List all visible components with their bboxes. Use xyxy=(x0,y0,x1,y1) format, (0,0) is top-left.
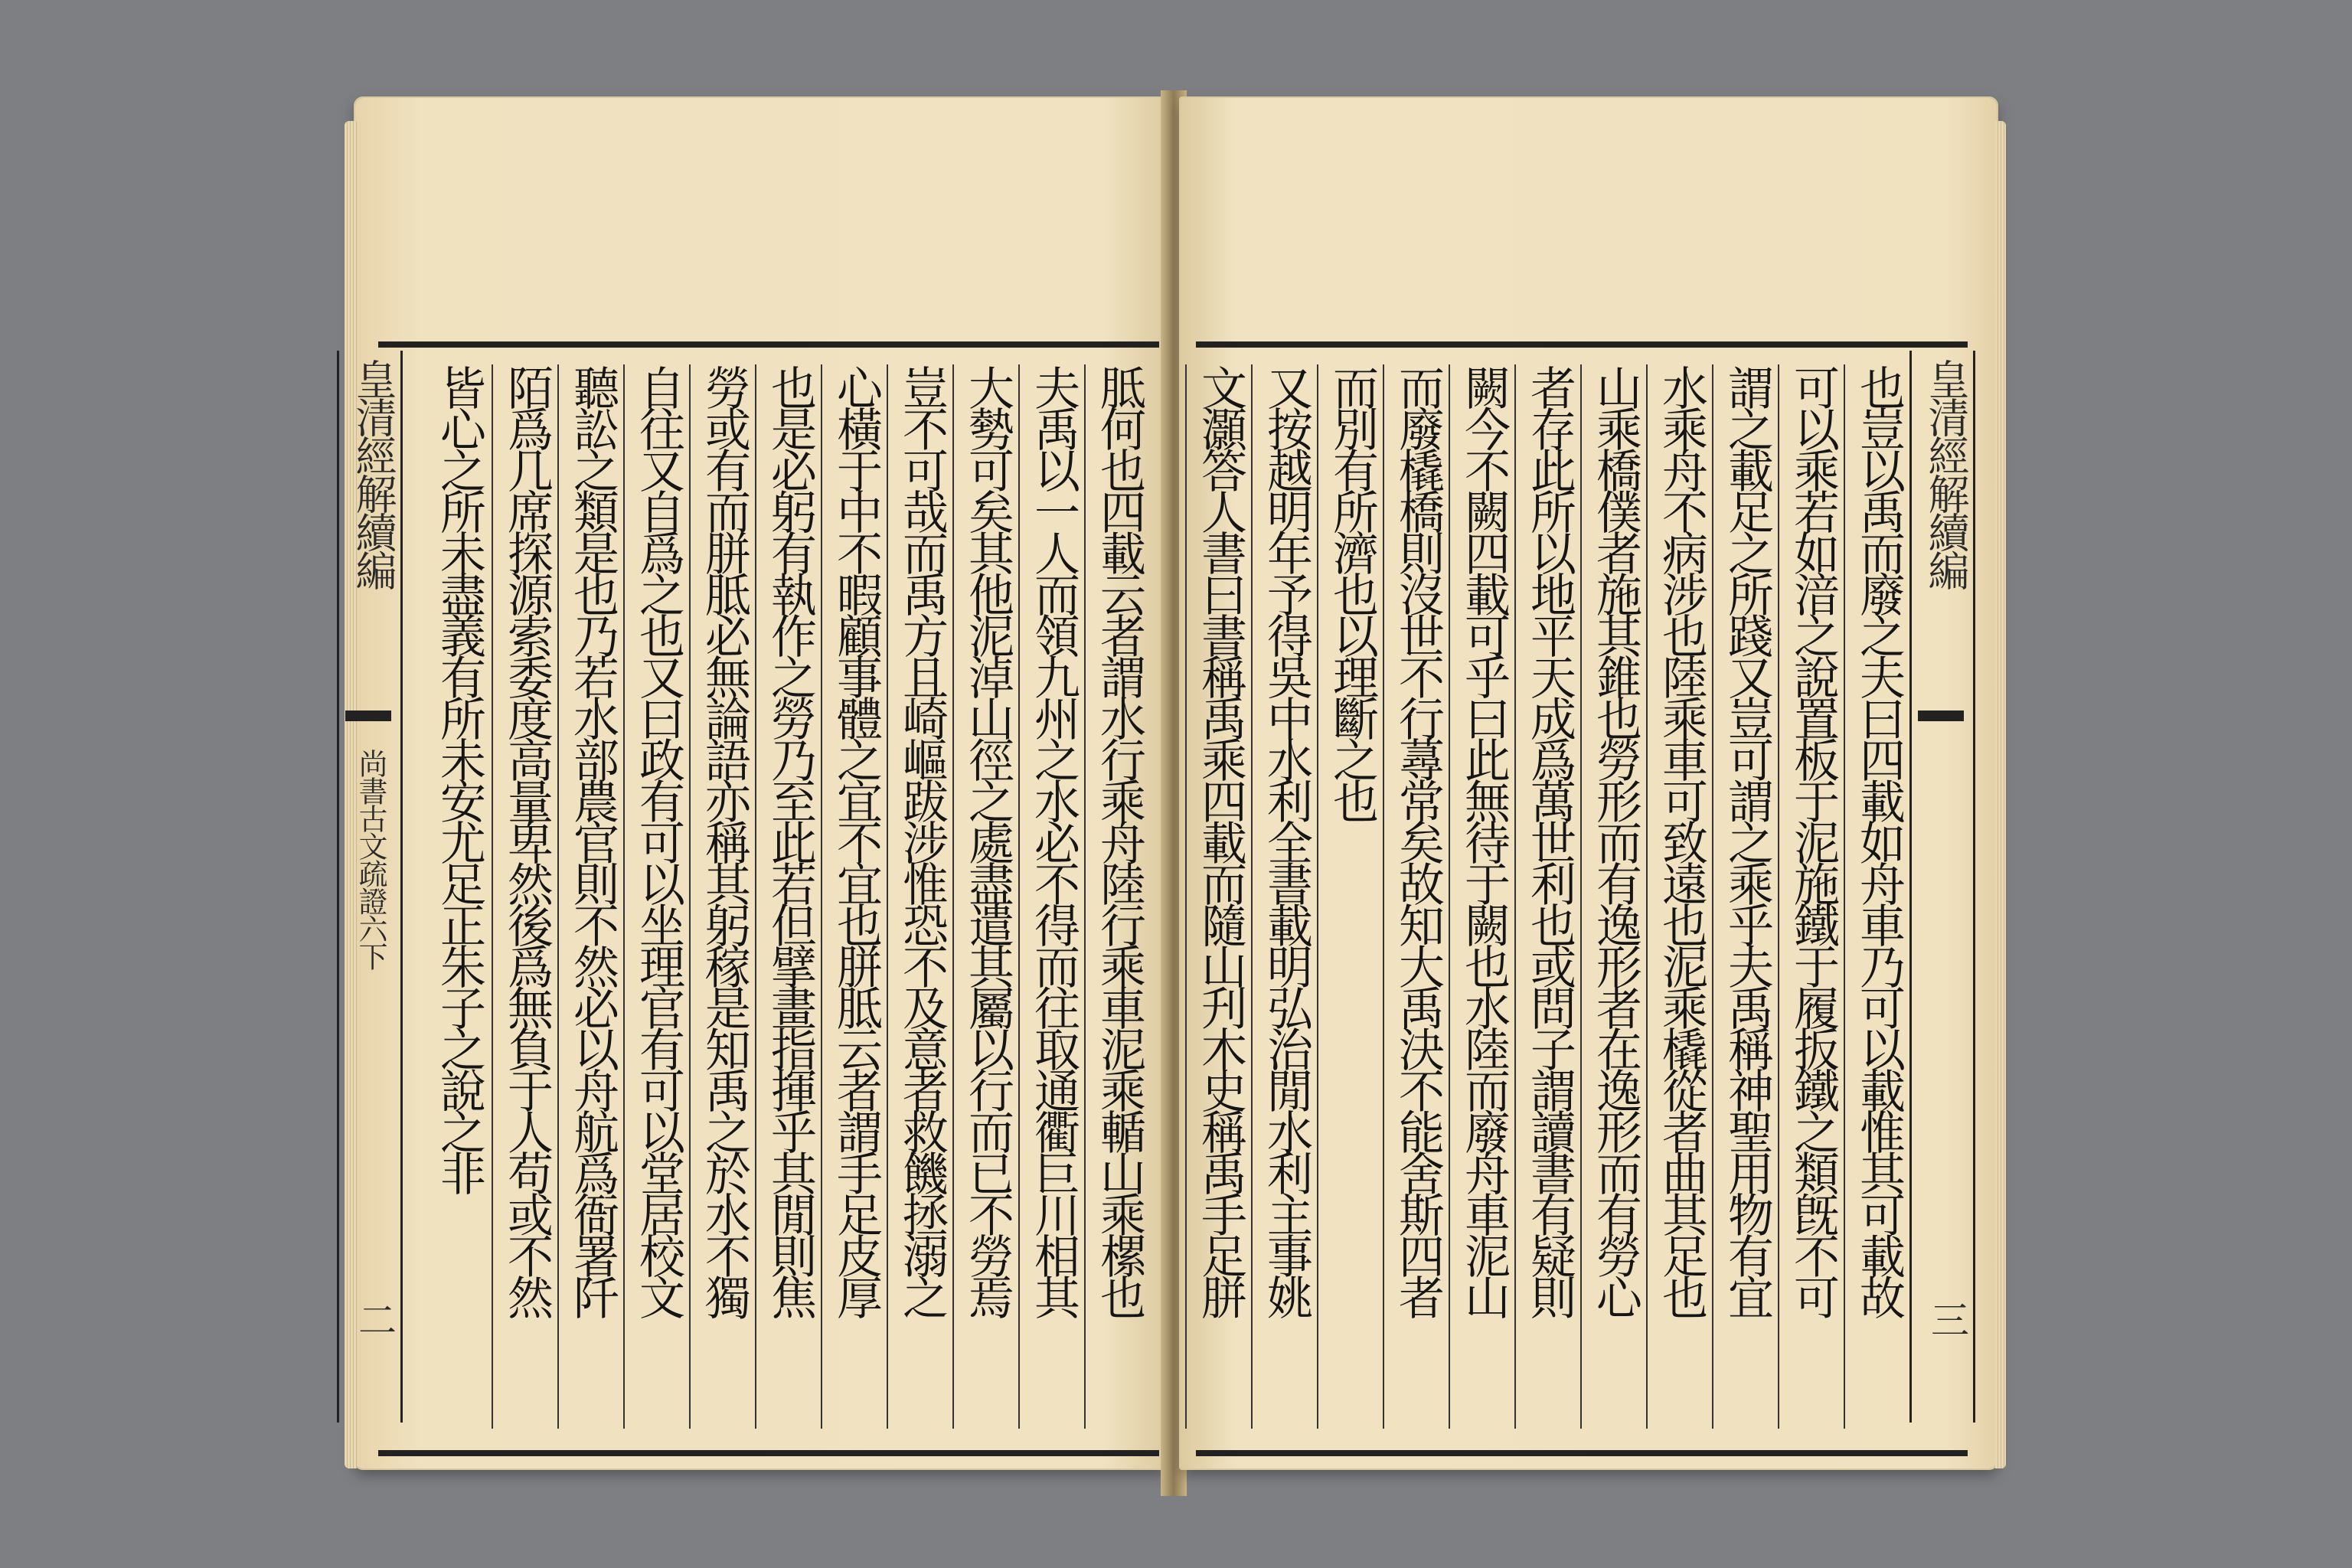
text-column: 陌爲几席探源索委度高量卑然後爲無負于人苟或不然 xyxy=(492,364,557,1429)
text-column: 也豈以禹而廢之夫曰四載如舟車乃可以載惟其可載故 xyxy=(1844,364,1909,1429)
fishtail-mark xyxy=(345,710,391,721)
right-text-frame xyxy=(1196,341,1968,1456)
text-column: 而別有所濟也以理斷之也 xyxy=(1317,364,1383,1429)
text-column: 自往又自爲之也又曰政有可以坐理官有可以堂居校文 xyxy=(623,364,689,1429)
text-column: 也是必躬有執作之勞乃至此若但擘畫指揮乎其閒則焦 xyxy=(755,364,821,1429)
left-page xyxy=(349,98,1167,1468)
text-column: 者存此所以地平天成爲萬世利也或問子謂讀書有疑則 xyxy=(1514,364,1580,1429)
right-margin-column xyxy=(1909,351,1975,1423)
text-column: 大勢可矣其他泥淖山徑之處盡遣其屬以行而已不勞焉 xyxy=(952,364,1018,1429)
text-column: 又按越明年予得吳中水利全書載明弘治閒水利主事姚 xyxy=(1251,364,1317,1429)
page-number: 二 xyxy=(352,1300,397,1338)
left-text-frame xyxy=(378,341,1159,1456)
margin-section-title: 尚書古文疏證六下 xyxy=(354,749,387,969)
text-column: 心橫于中不暇顧事體之宜不宜也胼胝云者謂手足皮厚 xyxy=(821,364,887,1429)
right-page xyxy=(1181,98,1997,1468)
text-column: 而廢橇橋則沒世不行蕁常矣故知大禹決不能舍斯四者 xyxy=(1383,364,1449,1429)
text-column: 皆心之所未盡義有所未安尤足正朱子之說之非 xyxy=(433,364,486,1191)
text-column: 可以乘若如湆之說置板于泥施鐵于履扳鐵之類旣不可 xyxy=(1778,364,1844,1429)
margin-title: 皇清經解續編 xyxy=(349,358,397,588)
text-column: 豈不可哉而禹方且崎嶇跋涉惟恐不及意者救饑拯溺之 xyxy=(887,364,952,1429)
text-column: 文灝答人書曰書稱禹乘四載而隨山刋木史稱禹手足胼 xyxy=(1185,364,1251,1429)
margin-title: 皇清經解續編 xyxy=(1922,358,1970,588)
text-column: 闕今不闕四載可乎曰此無待于闕也水陸而廢舟車泥山 xyxy=(1449,364,1514,1429)
fishtail-mark xyxy=(1918,710,1964,721)
text-column: 聽訟之類是也乃若水部農官則不然必以舟航爲衙署阡 xyxy=(557,364,623,1429)
text-column: 水乘舟不病涉也陸乘車可致遠也泥乘橇從者曲其足也 xyxy=(1646,364,1712,1429)
text-column: 夫禹以一人而領九州之水必不得而往取通衢巨川相其 xyxy=(1018,364,1084,1429)
left-margin-column xyxy=(337,351,403,1423)
text-column: 謂之載足之所踐又豈可謂之乘乎夫禹稱神聖用物有宜 xyxy=(1712,364,1778,1429)
text-column: 勞或有而胼胝必無論語亦稱其躬稼是知禹之於水不獨 xyxy=(689,364,755,1429)
text-column: 胝何也四載云者謂水行乘舟陸行乘車泥乘輴山乘樏也 xyxy=(1084,364,1150,1429)
open-book xyxy=(349,90,1997,1496)
text-column: 山乘橋僕者施其錐也勞形而有逸形者在逸形而有勞心 xyxy=(1580,364,1646,1429)
page-number: 三 xyxy=(1925,1300,1969,1338)
page-edges-right xyxy=(1995,121,2006,1468)
